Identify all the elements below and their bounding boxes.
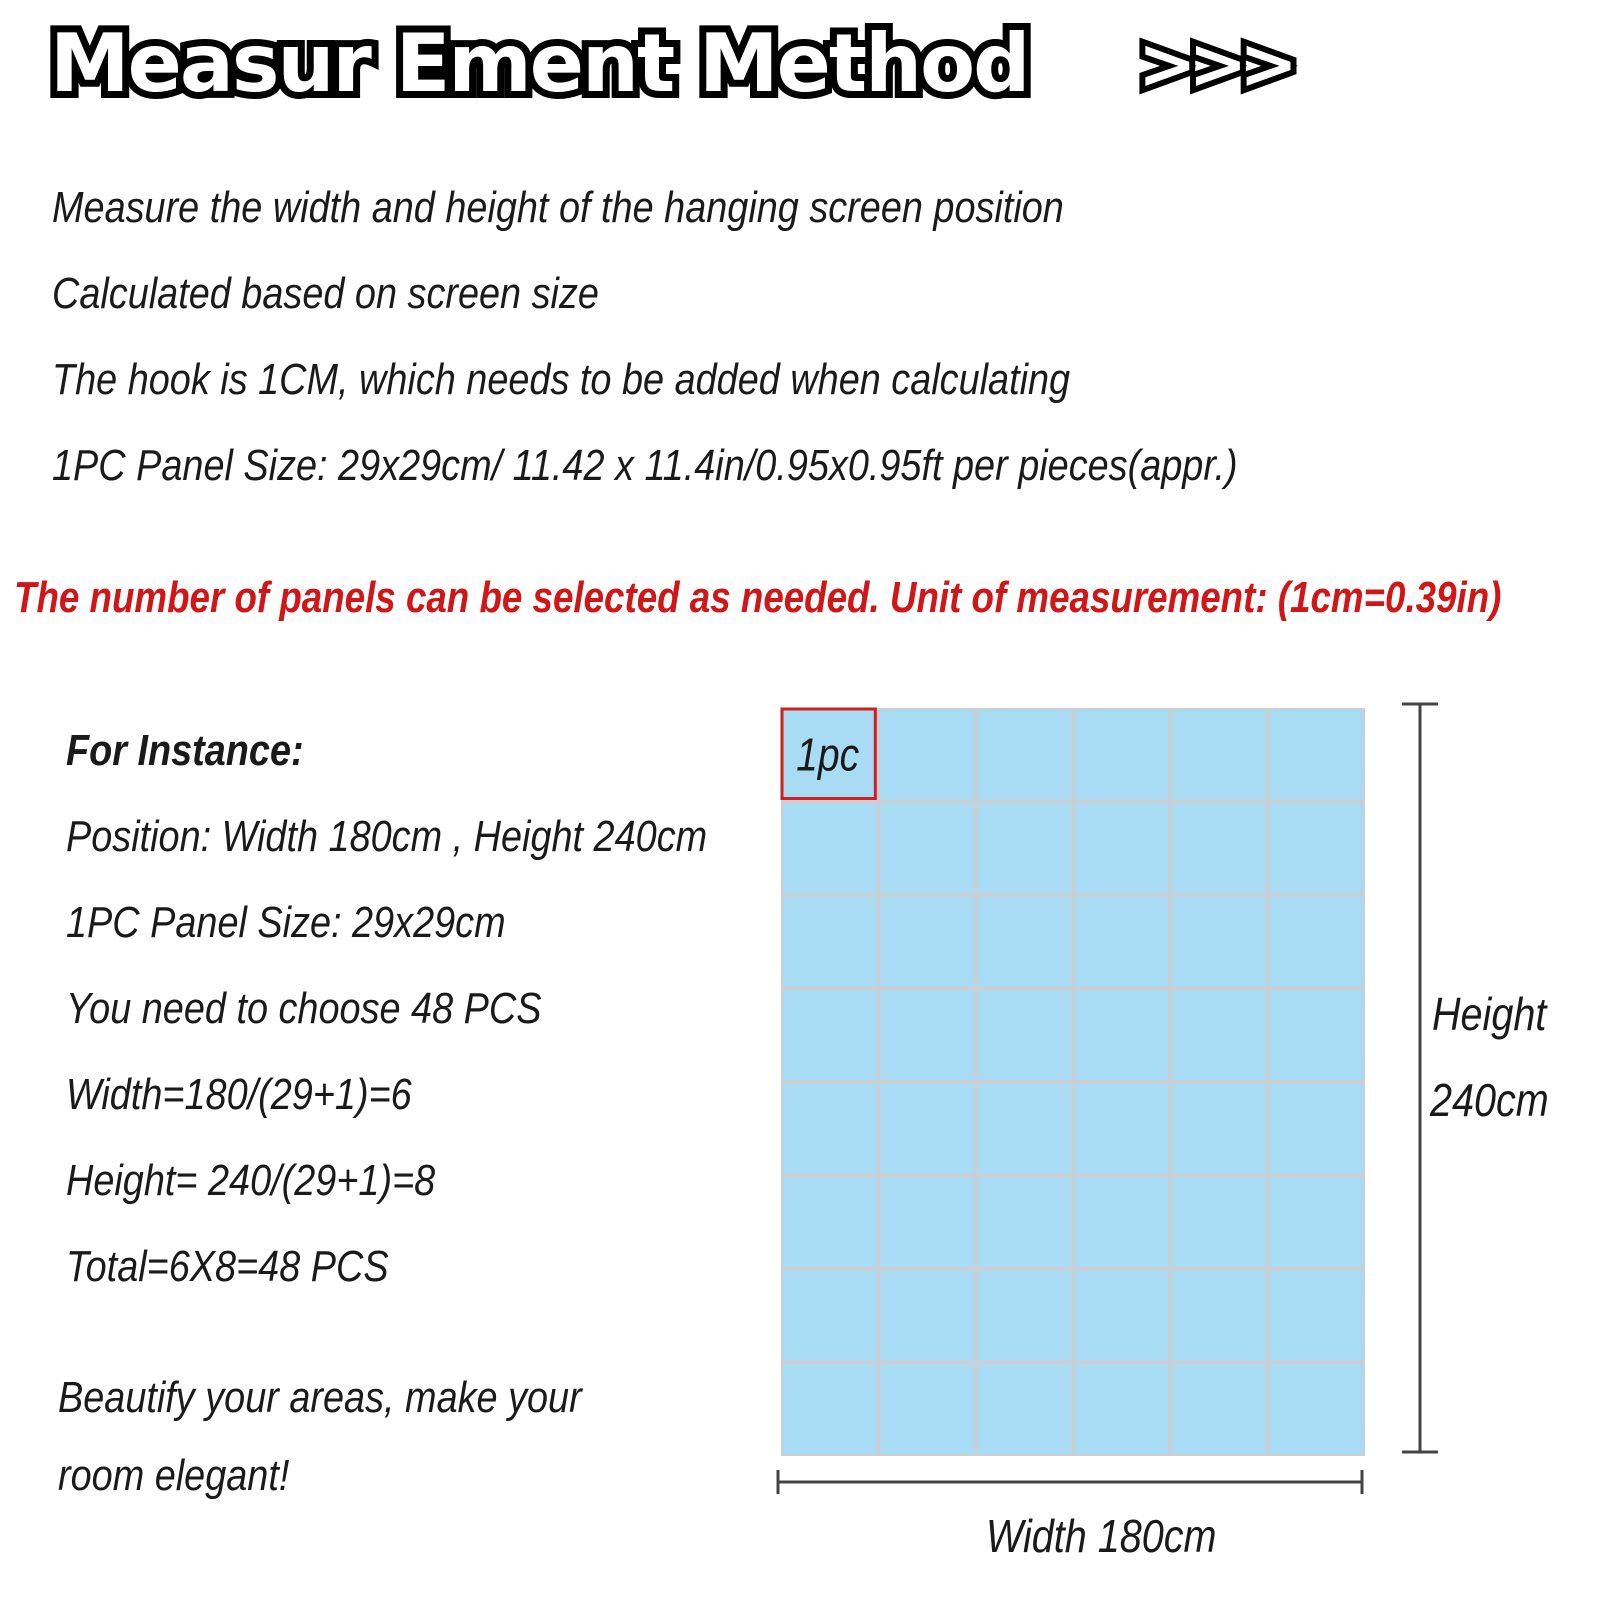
panel-tile <box>783 1365 876 1455</box>
panel-tile <box>978 991 1071 1081</box>
panel-tile <box>1270 1178 1363 1268</box>
panel-tile <box>978 710 1071 800</box>
intro-line-3: The hook is 1CM, which needs to be added when calculating <box>52 355 1071 404</box>
intro-line-1: Measure the width and height of the hanging screen position <box>52 183 1064 232</box>
example-line-3: You need to choose 48 PCS <box>66 984 542 1033</box>
panel-tile <box>1075 804 1168 894</box>
panel-tile <box>880 1271 973 1361</box>
panel-grid <box>781 708 1365 1456</box>
panel-tile <box>880 897 973 987</box>
closing-line-1: Beautify your areas, make your <box>58 1373 582 1422</box>
panel-tile <box>978 1084 1071 1174</box>
page-title: Measur Ement Method <box>50 17 1029 110</box>
panel-tile <box>783 991 876 1081</box>
intro-line-4: 1PC Panel Size: 29x29cm/ 11.42 x 11.4in/0.95x0.95ft per pieces(appr.) <box>52 441 1238 490</box>
red-note: The number of panels can be selected as needed. Unit of measurement: (1cm=0.39in) <box>14 573 1502 622</box>
example-line-1: Position: Width 180cm , Height 240cm <box>66 812 708 861</box>
example-heading: For Instance: <box>66 726 304 775</box>
panel-tile <box>978 804 1071 894</box>
panel-tile <box>1172 804 1265 894</box>
panel-tile <box>880 1084 973 1174</box>
panel-tile <box>1270 804 1363 894</box>
panel-tile <box>880 991 973 1081</box>
panel-tile <box>978 897 1071 987</box>
one-panel-label: 1pc <box>796 729 860 782</box>
panel-tile <box>1172 991 1265 1081</box>
panel-tile <box>1075 991 1168 1081</box>
panel-tile <box>880 1178 973 1268</box>
example-line-4: Width=180/(29+1)=6 <box>66 1070 412 1119</box>
panel-tile <box>1172 1084 1265 1174</box>
width-label: Width 180cm <box>986 1511 1217 1563</box>
panel-tile <box>978 1271 1071 1361</box>
panel-tile <box>783 897 876 987</box>
intro-line-2: Calculated based on screen size <box>52 269 599 318</box>
panel-tile <box>1075 710 1168 800</box>
panel-tile <box>880 710 973 800</box>
panel-tile <box>1270 1084 1363 1174</box>
panel-tile <box>783 1271 876 1361</box>
example-line-2: 1PC Panel Size: 29x29cm <box>66 898 506 947</box>
panel-tile <box>1270 897 1363 987</box>
panel-tile <box>1075 1084 1168 1174</box>
panel-tile <box>1172 710 1265 800</box>
panel-tile <box>783 1178 876 1268</box>
height-value: 240cm <box>1430 1075 1549 1127</box>
panel-tile <box>1172 897 1265 987</box>
panel-tile <box>1075 1178 1168 1268</box>
panel-tile <box>880 804 973 894</box>
example-line-6: Total=6X8=48 PCS <box>66 1242 389 1291</box>
panel-tile <box>1270 1271 1363 1361</box>
panel-tile <box>1270 710 1363 800</box>
panel-tile <box>1172 1365 1265 1455</box>
panel-tile <box>783 1084 876 1174</box>
panel-tile <box>1172 1178 1265 1268</box>
panel-tile <box>1270 1365 1363 1455</box>
panel-tile <box>1075 897 1168 987</box>
example-line-5: Height= 240/(29+1)=8 <box>66 1156 436 1205</box>
panel-tile <box>783 804 876 894</box>
panel-tile <box>1172 1271 1265 1361</box>
panel-tile <box>1075 1271 1168 1361</box>
panel-tile <box>1270 991 1363 1081</box>
height-label: Height <box>1432 989 1547 1041</box>
title-arrows: >>> <box>1138 23 1290 105</box>
closing-line-2: room elegant! <box>58 1451 290 1500</box>
panel-tile <box>880 1365 973 1455</box>
panel-tile <box>1075 1365 1168 1455</box>
panel-tile <box>978 1365 1071 1455</box>
panel-tile <box>978 1178 1071 1268</box>
